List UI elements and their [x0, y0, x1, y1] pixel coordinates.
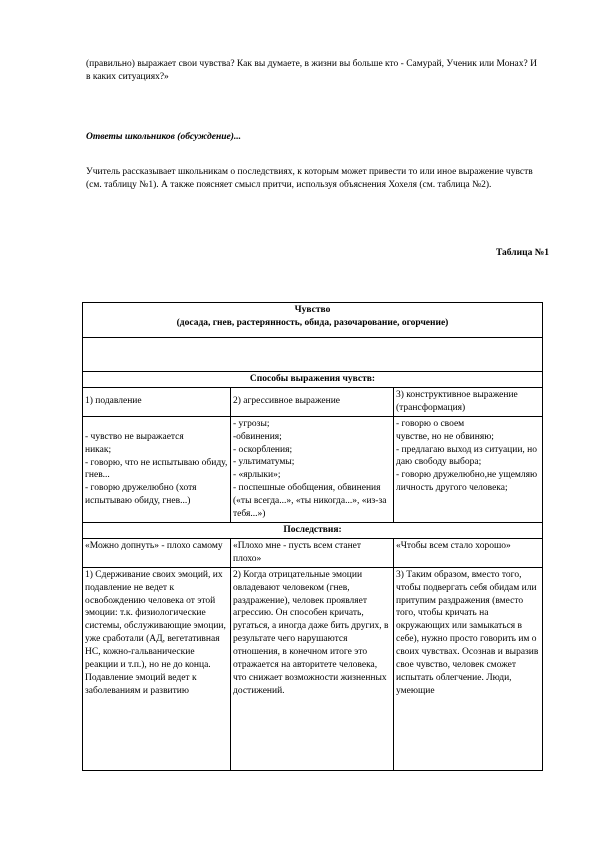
- detail-line: - «ярлыки»;: [233, 470, 281, 481]
- consequence-cell: «Плохо мне - пусть всем станет плохо»: [231, 538, 394, 567]
- consequence-cell: «Можно допнуть» - плохо самому: [83, 538, 231, 567]
- table-row: [83, 538, 543, 567]
- detail-line: - чувство не выражается: [85, 431, 184, 442]
- detail-line: чувстве, но не обвиняю;: [396, 431, 494, 442]
- feeling-title: Чувство: [294, 305, 331, 315]
- table-row: [83, 567, 543, 770]
- feelings-table: [82, 302, 543, 771]
- empty-cell: [83, 338, 543, 372]
- explanation-cell: 2) Когда отрицательные эмоции овладевают человеком (гнев, раздражение), человек проявляет агрессию. Он способен кричать, ругаться, а иногда даже бить других, в результате чего нарушаются отношения, в конечном итоге это отражается на авторитете человека, что снижает возможности жизненных достижений.: [231, 567, 394, 770]
- detail-line: - предлагаю выход из ситуации, но даю свободу выбора;: [396, 444, 537, 468]
- ways-header: Способы выражения чувств:: [83, 372, 543, 388]
- consequence-cell: «Чтобы всем стало хорошо»: [394, 538, 543, 567]
- detail-line: - говорю о своем: [396, 418, 465, 429]
- way-cell: 2) агрессивное выражение: [231, 387, 394, 416]
- table-caption: Таблица №1: [495, 248, 549, 258]
- detail-line: -обвинения;: [233, 431, 282, 442]
- table-row: [83, 387, 543, 416]
- explanation-cell: 3) Таким образом, вместо того, чтобы подвергать себя обидам или притупим раздражения (вместо того, чтобы кричать на окружающих или замыкаться в себе), нужно просто говорить им о своих чувствах. Осознав и выразив свое чувство, человек сможет испытать облегчение. Люди, умеющие: [394, 567, 543, 770]
- table-row: [83, 522, 543, 538]
- table-row: [83, 303, 543, 338]
- detail-line: - угрозы;: [233, 418, 270, 429]
- way-cell: 1) подавление: [83, 387, 231, 416]
- detail-line: - ультиматумы;: [233, 457, 295, 468]
- detail-line: - оскорбления;: [233, 444, 293, 455]
- way-details-cell: [83, 416, 231, 522]
- detail-line: - говорю дружелюбно,не ущемляю личность другого человека;: [396, 470, 538, 494]
- intro-paragraph: (правильно) выражает свои чувства? Как вы думаете, в жизни вы больше кто - Самурай, Ученик или Монах? И в каких ситуациях?»: [86, 59, 537, 82]
- consequences-header: Последствия:: [83, 522, 543, 538]
- way-details-cell: [394, 416, 543, 522]
- feeling-list: (досада, гнев, растерянность, обида, разочарование, огорчение): [176, 317, 449, 328]
- feeling-header-cell: [83, 303, 543, 338]
- way-cell: 3) конструктивное выражение (трансформация): [394, 387, 543, 416]
- teacher-paragraph: Учитель рассказывает школьникам о последствиях, к которым может привести то или иное выражение чувств (см. таблицу №1). А также поясняет смысл притчи, используя объяснения Хохеля (см. таблица №2).: [86, 167, 533, 190]
- way-details-cell: [231, 416, 394, 522]
- table-row: [83, 372, 543, 388]
- detail-line: - говорю, что не испытываю обиду, гнев...: [85, 457, 228, 481]
- answers-heading: Ответы школьников (обсуждение)...: [86, 132, 242, 142]
- detail-line: никак;: [85, 444, 112, 455]
- explanation-cell: 1) Сдерживание своих эмоций, их подавление не ведет к освобождению человека от этой эмоции: т.к. физиологические системы, обслуживающие эмоции, уже сработали (АД, вегетативная НС, кожно-гальванические реакции и т.п.), но не до конца. Подавление эмоций ведет к заболеваниям и развитию: [83, 567, 231, 770]
- detail-line: - поспешные обобщения, обвинения («ты всегда...», «ты никогда...», «из-за тебя...»): [233, 483, 387, 520]
- table-row: [83, 338, 543, 372]
- table-row: [83, 416, 543, 522]
- detail-line: - говорю дружелюбно (хотя испытываю обиду, гнев...): [85, 483, 197, 507]
